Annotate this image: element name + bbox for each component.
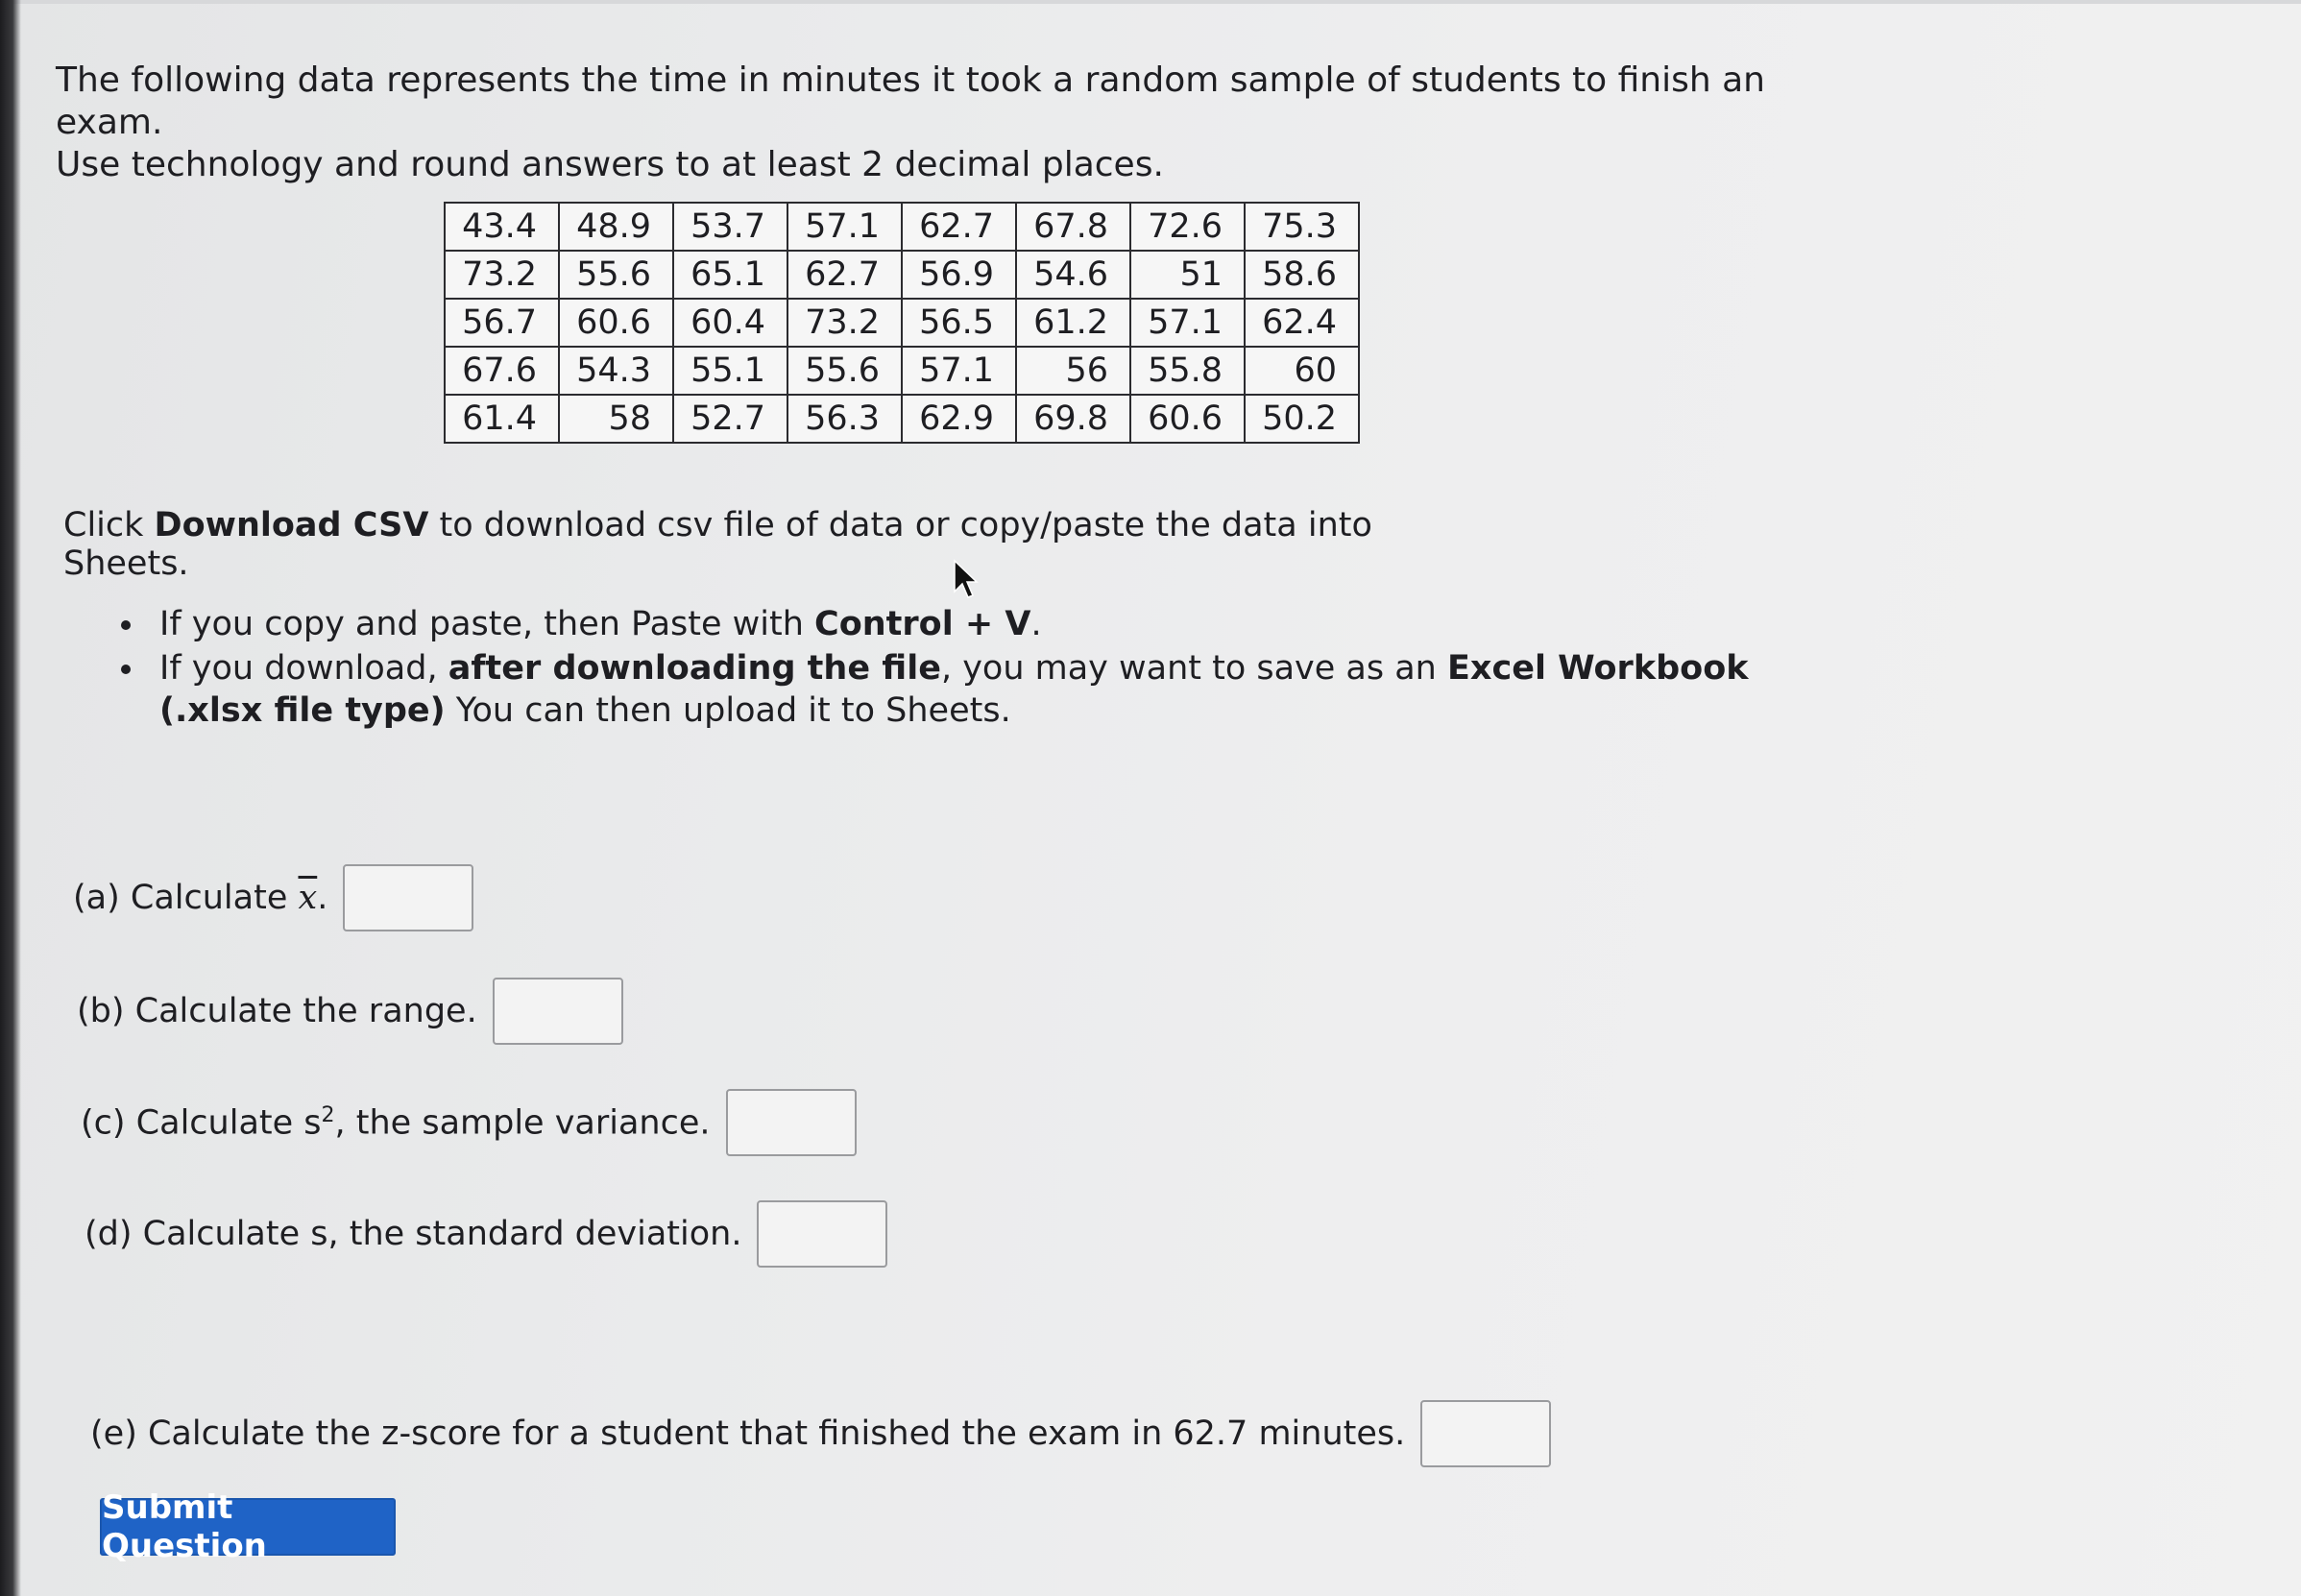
table-cell: 67.8 (1016, 203, 1130, 251)
bullet-dot-icon (121, 620, 131, 630)
table-cell: 57.1 (1130, 299, 1245, 347)
table-cell: 69.8 (1016, 395, 1130, 443)
table-cell: 57.1 (787, 203, 902, 251)
answer-b-input[interactable] (493, 978, 623, 1045)
table-cell: 56.3 (787, 395, 902, 443)
table-cell: 56.7 (445, 299, 559, 347)
answer-a-input[interactable] (343, 864, 473, 931)
table-cell: 62.7 (902, 203, 1016, 251)
submit-question-button[interactable]: Submit Question (100, 1498, 396, 1556)
table-cell: 62.9 (902, 395, 1016, 443)
mouse-pointer-icon (951, 559, 980, 601)
question-a-label (73, 879, 327, 917)
instructions-post: to download csv file of data or copy/paste the data into Sheets. (63, 506, 1372, 583)
table-cell: 73.2 (445, 251, 559, 299)
table-cell: 58 (559, 395, 673, 443)
table-cell: 62.7 (787, 251, 902, 299)
answer-c-input[interactable] (726, 1089, 857, 1156)
bullet-download (121, 647, 1754, 732)
download-csv-link[interactable]: Download CSV (154, 506, 429, 544)
table-cell: 56.9 (902, 251, 1016, 299)
question-intro (56, 60, 1784, 186)
table-cell: 60 (1245, 347, 1359, 395)
question-b (77, 978, 623, 1045)
table-cell: 54.3 (559, 347, 673, 395)
question-c-label (81, 1103, 711, 1143)
instruction-bullets (121, 603, 1754, 734)
question-a (73, 864, 473, 931)
table-cell: 55.6 (559, 251, 673, 299)
instructions-pre: Click (63, 506, 155, 544)
bullet-copy-paste (121, 603, 1754, 645)
table-row (445, 203, 1359, 251)
table-cell: 43.4 (445, 203, 559, 251)
table-cell: 58.6 (1245, 251, 1359, 299)
table-cell: 60.4 (673, 299, 787, 347)
table-cell: 56.5 (902, 299, 1016, 347)
bullet-dot-icon (121, 665, 131, 674)
table-cell: 54.6 (1016, 251, 1130, 299)
bullet-2-bold-2: Excel Workbook (.xlsx file type) (159, 649, 1749, 730)
bullet-1-pre: If you copy and paste, then Paste with (159, 605, 815, 643)
table-cell: 55.8 (1130, 347, 1245, 395)
table-row (445, 251, 1359, 299)
intro-line-1: The following data represents the time in minutes it took a random sample of students to finish an exam. (56, 60, 1765, 142)
table-row (445, 347, 1359, 395)
table-row (445, 395, 1359, 443)
question-a-pre: (a) Calculate (73, 879, 299, 917)
question-b-label: (b) Calculate the range. (77, 992, 477, 1030)
table-cell: 62.4 (1245, 299, 1359, 347)
table-cell: 55.6 (787, 347, 902, 395)
question-c-superscript: 2 (321, 1102, 335, 1127)
table-cell: 52.7 (673, 395, 787, 443)
question-d-label: (d) Calculate s, the standard deviation. (85, 1215, 742, 1253)
top-divider (0, 0, 2301, 4)
bullet-2-post: You can then upload it to Sheets. (445, 691, 1011, 730)
bullet-2-mid: , you may want to save as an (940, 649, 1447, 688)
table-cell: 72.6 (1130, 203, 1245, 251)
answer-e-input[interactable] (1420, 1400, 1551, 1467)
table-cell: 48.9 (559, 203, 673, 251)
bullet-2-bold-1: after downloading the file (448, 649, 941, 688)
table-cell: 56 (1016, 347, 1130, 395)
csv-instructions (63, 506, 1504, 583)
table-cell: 65.1 (673, 251, 787, 299)
table-cell: 60.6 (559, 299, 673, 347)
question-c-post: , the sample variance. (334, 1103, 711, 1143)
question-e (90, 1400, 1551, 1467)
question-c (81, 1089, 857, 1156)
table-cell: 67.6 (445, 347, 559, 395)
table-cell: 57.1 (902, 347, 1016, 395)
table-cell: 51 (1130, 251, 1245, 299)
question-e-label: (e) Calculate the z-score for a student that finished the exam in 62.7 minutes. (90, 1415, 1406, 1453)
table-cell: 73.2 (787, 299, 902, 347)
table-cell: 61.4 (445, 395, 559, 443)
question-d (85, 1200, 887, 1268)
table-cell: 50.2 (1245, 395, 1359, 443)
bullet-1-bold: Control + V (814, 605, 1031, 643)
table-cell: 61.2 (1016, 299, 1130, 347)
question-a-post: . (317, 879, 328, 917)
data-table (444, 202, 1360, 444)
x-bar-symbol: $\overline{x}$ (298, 879, 318, 917)
question-c-pre: (c) Calculate s (81, 1103, 322, 1143)
intro-line-2: Use technology and round answers to at least 2 decimal places. (56, 145, 1164, 184)
bullet-2-pre: If you download, (159, 649, 448, 688)
table-cell: 53.7 (673, 203, 787, 251)
table-cell: 55.1 (673, 347, 787, 395)
answer-d-input[interactable] (757, 1200, 887, 1268)
screen-left-edge (0, 0, 21, 1596)
table-cell: 60.6 (1130, 395, 1245, 443)
bullet-1-post: . (1030, 605, 1042, 643)
table-cell: 75.3 (1245, 203, 1359, 251)
table-row (445, 299, 1359, 347)
